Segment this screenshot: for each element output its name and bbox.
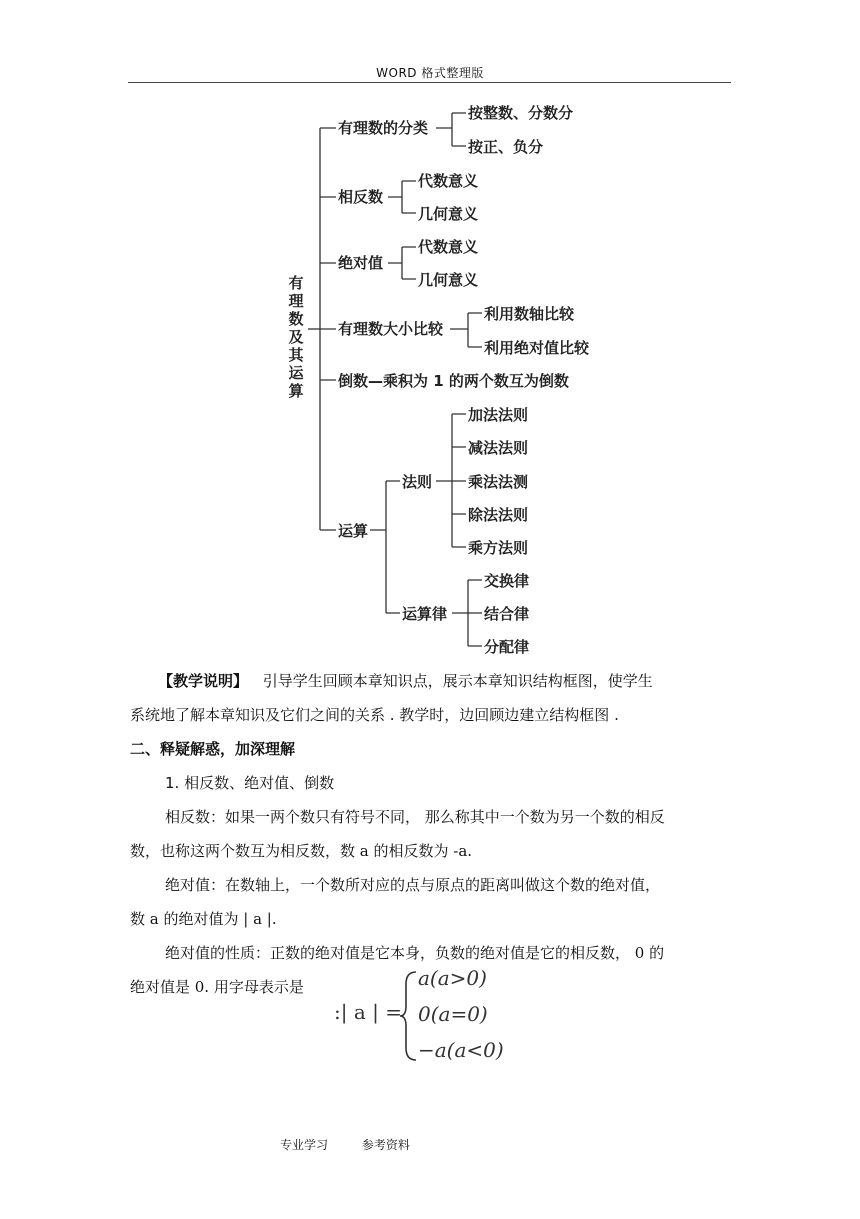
node-compare-numberline: 利用数轴比较 bbox=[484, 305, 575, 323]
node-rule-add: 加法法则 bbox=[468, 406, 529, 424]
abs-connector bbox=[388, 247, 416, 279]
teaching-note-line1 bbox=[158, 670, 653, 691]
teaching-note-line2: 系统地了解本章知识及它们之间的关系 . 教学时，边回顾边建立结构框图 . bbox=[130, 706, 619, 724]
formula-case-zero: 0(a=0) bbox=[418, 1002, 488, 1026]
formula-brace bbox=[398, 968, 420, 1064]
compare-connector bbox=[450, 313, 482, 347]
abs-definition-line1: 绝对值：在数轴上，一个数所对应的点与原点的距离叫做这个数的绝对值， bbox=[165, 876, 661, 894]
branch-lines bbox=[320, 128, 336, 530]
node-rule-div: 除法法则 bbox=[468, 506, 529, 524]
abs-property-line2: 绝对值是 0. 用字母表示是 bbox=[130, 978, 304, 996]
section-heading: 二、释疑解惑，加深理解 bbox=[130, 740, 296, 758]
page-footer bbox=[280, 1136, 440, 1153]
node-reciprocal: 倒数—乘积为 1 的两个数互为倒数 bbox=[338, 372, 569, 390]
abs-definition-line2: 数 a 的绝对值为 | a |. bbox=[130, 910, 277, 928]
abs-property-line1: 绝对值的性质：正数的绝对值是它本身，负数的绝对值是它的相反数， 0 的 bbox=[165, 944, 665, 962]
node-rules: 法则 bbox=[402, 473, 433, 491]
opposite-connector bbox=[388, 181, 416, 213]
node-classify: 有理数的分类 bbox=[338, 119, 429, 137]
node-opposite-algebraic: 代数意义 bbox=[418, 172, 479, 190]
subsection-heading: 1. 相反数、绝对值、倒数 bbox=[165, 774, 335, 792]
node-rule-mul: 乘法法测 bbox=[468, 473, 529, 491]
footer-right: 参考资料 bbox=[361, 1138, 410, 1152]
node-law-associative: 结合律 bbox=[484, 605, 530, 623]
teaching-note-text: 引导学生回顾本章知识点，展示本章知识结构框图，使学生 bbox=[262, 672, 653, 690]
ops-connector bbox=[370, 481, 400, 613]
footer-left: 专业学习 bbox=[280, 1138, 329, 1152]
node-compare-absolute: 利用绝对值比较 bbox=[484, 339, 590, 357]
opposite-definition-line1: 相反数：如果一两个数只有符号不同， 那么称其中一个数为另一个数的相反 bbox=[165, 808, 665, 826]
classify-connector bbox=[436, 113, 466, 146]
node-abs-algebraic: 代数意义 bbox=[418, 238, 479, 256]
node-law-distributive: 分配律 bbox=[484, 638, 530, 656]
formula-lhs: :| a | = bbox=[334, 1000, 402, 1024]
node-abs-geometric: 几何意义 bbox=[418, 271, 479, 289]
node-opposite: 相反数 bbox=[338, 188, 384, 206]
node-rule-pow: 乘方法则 bbox=[468, 539, 529, 557]
node-law-commutative: 交换律 bbox=[484, 572, 530, 590]
node-abs: 绝对值 bbox=[338, 254, 384, 272]
node-classify-sign: 按正、负分 bbox=[468, 138, 544, 156]
formula-case-negative: −a(a<0) bbox=[418, 1038, 504, 1062]
node-laws: 运算律 bbox=[402, 605, 448, 623]
formula-case-positive: a(a>0) bbox=[418, 966, 487, 990]
laws-connector bbox=[452, 580, 482, 646]
node-classify-integer-fraction: 按整数、分数分 bbox=[468, 104, 574, 122]
opposite-definition-line2: 数，也称这两个数互为相反数，数 a 的相反数为 -a. bbox=[130, 842, 473, 860]
page-header: WORD 格式整理版 bbox=[376, 66, 484, 80]
tree-root-label: 有理数及其运算 bbox=[288, 274, 304, 400]
node-ops: 运算 bbox=[338, 522, 369, 540]
node-opposite-geometric: 几何意义 bbox=[418, 205, 479, 223]
rules-connector bbox=[436, 414, 466, 547]
node-compare: 有理数大小比较 bbox=[338, 320, 444, 338]
teaching-note-label: 【教学说明】 bbox=[158, 672, 249, 690]
node-rule-sub: 减法法则 bbox=[468, 439, 529, 457]
